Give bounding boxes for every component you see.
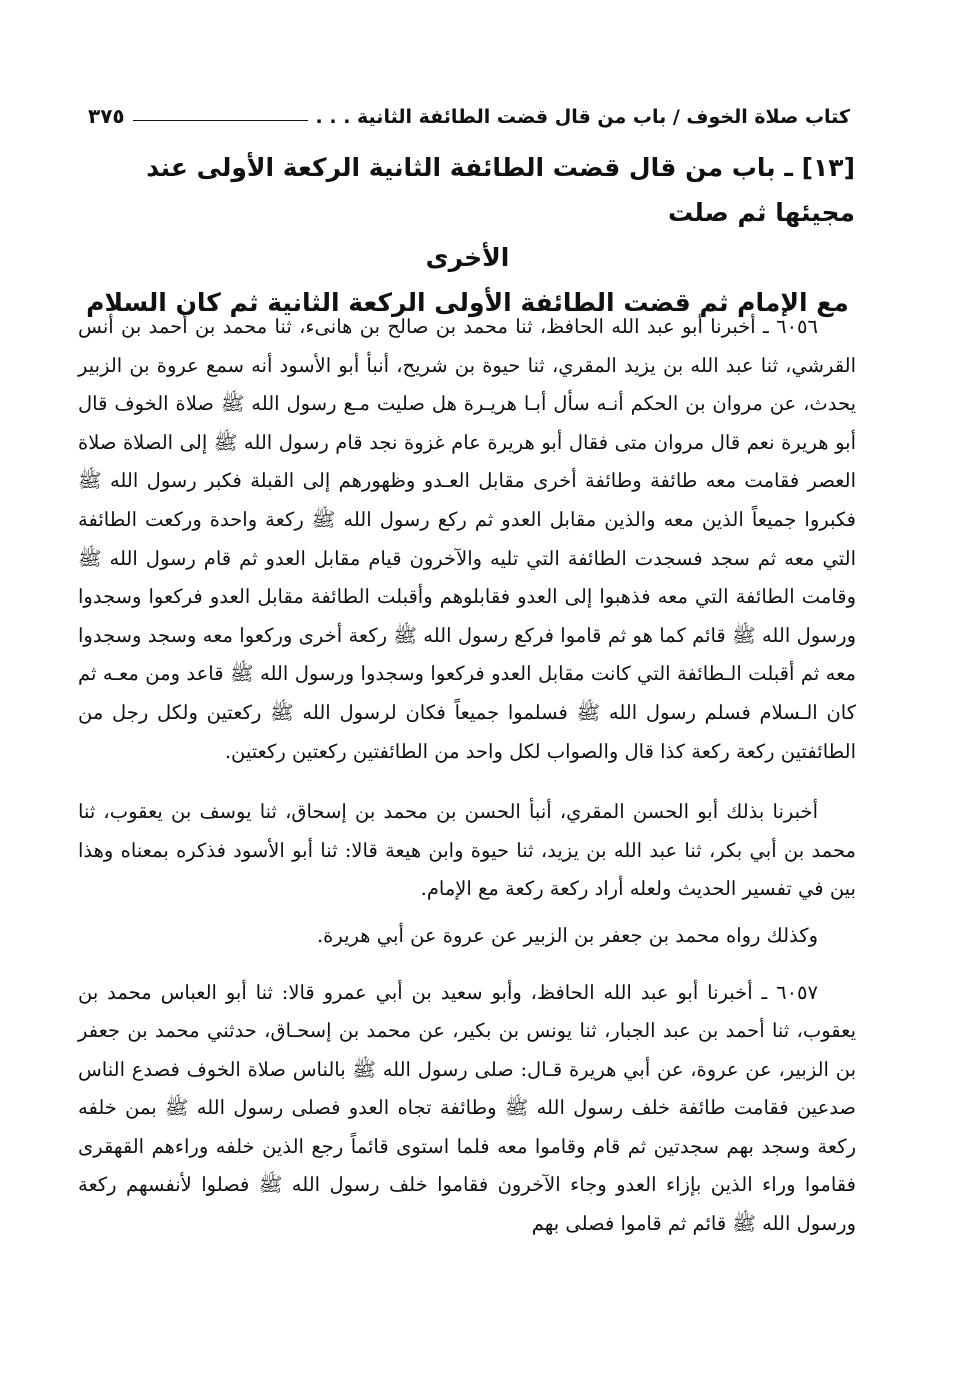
chapter-heading-line-2: الأخرى [425, 243, 510, 272]
chapter-heading [80, 145, 855, 325]
chapter-heading-line-1: [١٣] ـ باب من قال قضت الطائفة الثانية الركعة الأولى عند مجيئها ثم صلت [146, 153, 855, 227]
chain-note-paragraph: أخبرنا بذلك أبو الحسن المقري، أنبأ الحسن بن محمد بن إسحاق، ثنا يوسف بن يعقوب، ثنا محمد بن أبي بكر، ثنا عبد الله بن يزيد، ثنا حيوة وابن هيعة قالا: ثنا أبو الأسود فذكره بمعناه وهذا بين في تفسير الحديث ولعله أراد ركعة ركعة مع الإمام. [78, 800, 856, 901]
page-number: ٣٧٥ [88, 104, 125, 128]
hadith-6057-paragraph: ٦٠٥٧ ـ أخبرنا أبو عبد الله الحافظ، وأبو سعيد بن أبي عمرو قالا: ثنا أبو العباس محمد بن يعقوب، ثنا أحمد بن عبد الجبار، ثنا يونس بن بكير، عن محمد بن إسحـاق، حدثني محمد بن جعفر بن الزبير، عن عروة، عن أبي هريرة قـال: صلى رسول الله ﷺ بالناس صلاة الخوف فصدع الناس صدعين فقامت طائفة خلف رسول الله ﷺ وطائفة تجاه العدو فصلى رسول الله ﷺ بمن خلفه ركعة وسجد بهم سجدتين ثم قام وقاموا معه فلما استوى قائماً رجع الذين خلفه وراءهم القهقرى فقاموا وراء الذين بإزاء العدو وجاء الآخرون فقاموا خلف رسول الله ﷺ فصلوا لأنفسهم ركعة ورسول الله ﷺ قائم ثم قاموا فصلى بهم [78, 980, 856, 1236]
running-header [88, 98, 850, 128]
narration-note-paragraph: وكذلك رواه محمد بن جعفر بن الزبير عن عروة عن أبي هريرة. [316, 923, 818, 947]
body-text [78, 308, 856, 1266]
running-header-title: كتاب صلاة الخوف / باب من قال قضت الطائفة الثانية . . . [315, 106, 850, 128]
hadith-6056-paragraph: ٦٠٥٦ ـ أخبرنا أبو عبد الله الحافظ، ثنا محمد بن صالح بن هانىء، ثنا محمد بن أحمد بن أنس القرشي، ثنا عبد الله بن يزيد المقري، ثنا حيوة بن شريح، أنبأ أبو الأسود أنه سمع عروة بن الزبير يحدث، عن مروان بن الحكم أنـه سأل أبـا هريـرة هل صليت مـع رسول الله ﷺ صلاة الخوف قال أبو هريرة نعم قال مروان متى فقال أبو هريرة عام غزوة نجد قام رسول الله ﷺ إلى الصلاة صلاة العصر فقامت معه طائفة وطائفة أخرى مقابل العـدو وظهورهم إلى القبلة فكبر رسول الله ﷺ فكبروا جميعاً الذين معه والذين مقابل العدو ثم ركع رسول الله ﷺ ركعة واحدة وركعت الطائفة التي معه ثم سجد فسجدت الطائفة التي تليه والآخرون قيام مقابل العدو ثم قام رسول الله ﷺ وقامت الطائفة التي معه فذهبوا إلى العدو فقابلوهم وأقبلت الطائفة مقابل العدو فركعوا وسجدوا ورسول الله ﷺ قائم كما هو ثم قاموا فركع رسول الله ﷺ ركعة أخرى وركعوا معه وسجد وسجدوا معه ثم أقبلت الـطائفة التي كانت مقابل العدو فركعوا وسجدوا ورسول الله ﷺ قاعد ومن معـه ثم كان الـسلام فسلم رسول الله ﷺ فسلموا جميعاً فكان لرسول الله ﷺ ركعتين ولكل رجل من الطائفتين ركعة ركعة كذا قال والصواب لكل واحد من الطائفتين ركعتين ركعتين. [78, 315, 856, 763]
chapter-heading-line-3: مع الإمام ثم قضت الطائفة الأولى الركعة الثانية ثم كان السلام [86, 288, 849, 317]
header-rule [133, 120, 308, 121]
